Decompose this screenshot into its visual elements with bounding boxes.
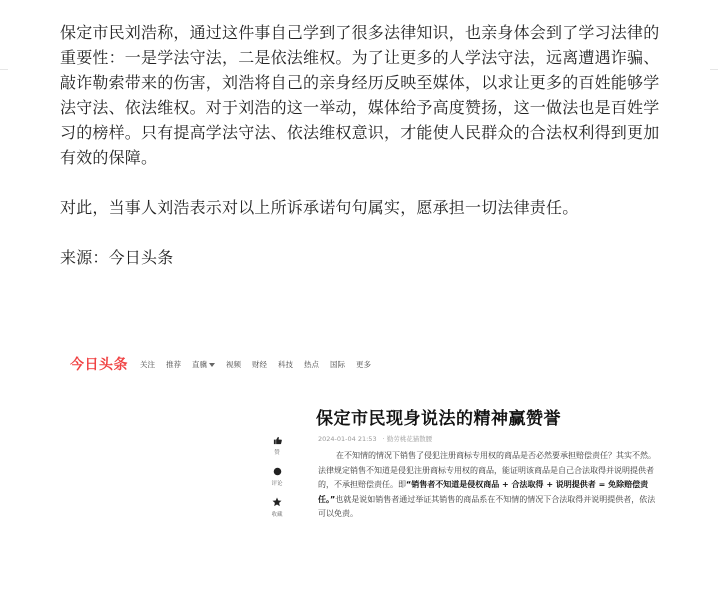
- comment-label: 评论: [271, 481, 283, 487]
- screenshot-article-meta: [318, 434, 438, 443]
- article-paragraph: 对此，当事人刘浩表示对以上所诉承诺句句属实，愿承担一切法律责任。: [60, 198, 579, 217]
- toutiao-nav-bar: [70, 353, 382, 375]
- nav-item-finance: 财经: [252, 359, 267, 369]
- nav-item-tech: 科技: [278, 359, 293, 369]
- comment-action: [262, 466, 292, 487]
- embedded-screenshot: [62, 345, 692, 538]
- right-edge-line: [710, 69, 718, 70]
- nav-item-world: 国际: [330, 359, 345, 369]
- body-text-end: 也就是说如销售者通过举证其销售的商品系在不知情的情况下合法取得并说明提供者，依法可以免责。: [318, 494, 656, 518]
- article-action-sidebar: [262, 435, 292, 528]
- star-icon: [272, 497, 282, 507]
- author-name: · 勤劳桃花猫散腰: [382, 435, 433, 443]
- like-action: [262, 435, 292, 456]
- chevron-down-icon: [209, 363, 215, 367]
- nav-item-recommend: 推荐: [166, 359, 181, 369]
- article-source: 来源：今日头条: [60, 248, 174, 267]
- publish-date: 2024-01-04 21:53: [318, 435, 377, 443]
- body-text: 在不知情的情况下销售了侵犯注册商标专用权的商品是否必然要承担赔偿责任？其实不然。法律规定销售不知道是侵犯注册商标专用权的商品，能证明该商品是自己合法取得并说明提供者的，不承担赔偿责任。即: [318, 451, 656, 489]
- body-bold-text: “销售者不知道是侵权商品 + 合法取得 + 说明提供者 = 免除赔偿责任。”: [318, 480, 649, 504]
- like-label: 赞: [274, 450, 280, 456]
- screenshot-article-title: 保定市民现身说法的精神赢赞誉: [316, 409, 561, 429]
- collect-label: 收藏: [271, 512, 283, 518]
- collect-action: [262, 497, 292, 518]
- screenshot-fade: [62, 524, 692, 538]
- nav-item-hot: 热点: [304, 359, 319, 369]
- screenshot-article-body: [318, 449, 658, 522]
- comment-icon: [272, 466, 282, 476]
- thumbs-up-icon: [272, 435, 282, 445]
- nav-item-video: 视频: [226, 359, 241, 369]
- nav-item-follow: 关注: [140, 359, 155, 369]
- nav-item-live: [192, 359, 215, 370]
- article-content: [60, 20, 670, 270]
- article-paragraph: 保定市民刘浩称，通过这件事自己学到了很多法律知识，也亲身体会到了学习法律的重要性：一是学法守法，二是依法维权。为了让更多的人学法守法，远离遭遇诈骗、敲诈勒索带来的伤害，刘浩将自己的亲身经历反映至媒体，以求让更多的百姓能够学法守法、依法维权。对于刘浩的这一举动，媒体给予高度赞扬，这一做法也是百姓学习的榜样。只有提高学法守法、依法维权意识，才能使人民群众的合法权利得到更加有效的保障。: [60, 23, 660, 167]
- nav-item-more: 更多: [356, 359, 371, 369]
- toutiao-logo: 今日头条: [70, 357, 128, 373]
- left-edge-line: [0, 69, 8, 70]
- nav-item-live-label: 直骥: [192, 359, 207, 369]
